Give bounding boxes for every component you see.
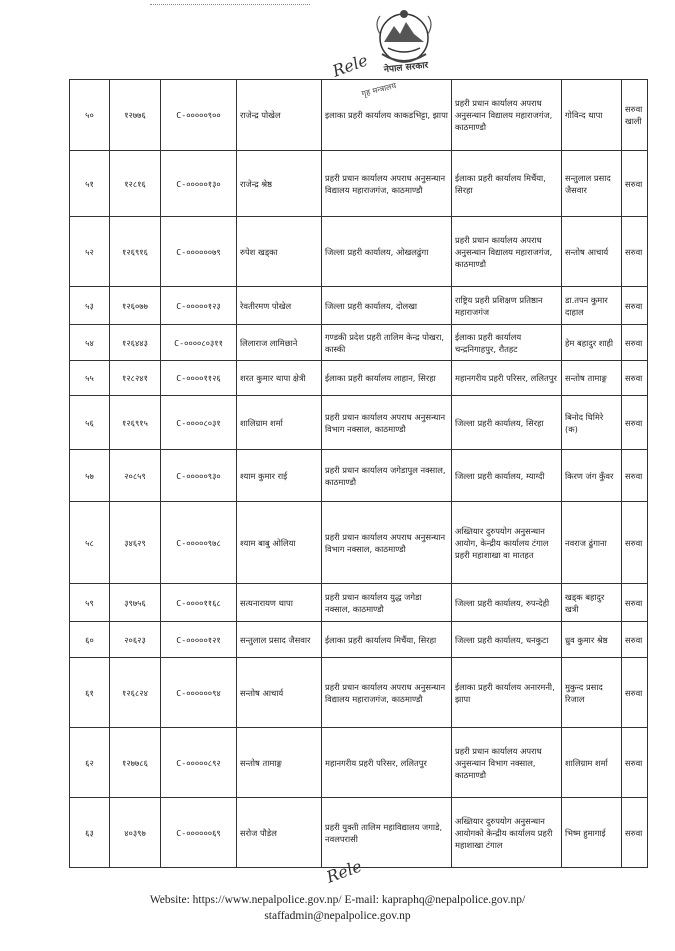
symbol-number-cell: C-०००००८९२ — [161, 728, 237, 798]
table-row — [70, 658, 648, 728]
employee-name-cell: सन्तोष आचार्य — [237, 658, 322, 728]
new-office-cell: प्रहरी प्रधान कार्यालय अपराध अनुसन्धान विद्यालय महाराजगंज, काठमाण्डौ — [452, 80, 562, 151]
serial-number-cell: ५९ — [70, 584, 110, 622]
symbol-number-cell: C-००००००६९ — [161, 798, 237, 868]
swap-with-cell: भिष्म हुमागाई — [562, 798, 622, 868]
swap-with-cell: नवराज ढुंगाना — [562, 502, 622, 584]
current-office-cell: महानगरीय प्रहरी परिसर, ललितपुर — [322, 728, 452, 798]
transfer-table — [69, 79, 648, 868]
current-office-cell: प्रहरी प्रधान कार्यालय अपराध अनुसन्धान विभाग नक्साल, काठमाण्डौ — [322, 396, 452, 450]
new-office-cell: ईलाका प्रहरी कार्यालय अनारमनी, झापा — [452, 658, 562, 728]
employee-name-cell: शालिग्राम शर्मा — [237, 396, 322, 450]
swap-with-cell: शालिग्राम शर्मा — [562, 728, 622, 798]
remarks-cell: सरुवा — [622, 151, 648, 217]
employee-id-cell: ३९७५६ — [110, 584, 161, 622]
remarks-cell: सरुवा — [622, 325, 648, 361]
current-office-cell: प्रहरी प्रधान कार्यालय अपराध अनुसन्धान विभाग नक्साल, काठमाण्डौ — [322, 502, 452, 584]
current-office-cell: ईलाका प्रहरी कार्यालय लाहान, सिरहा — [322, 361, 452, 396]
table-row — [70, 217, 648, 287]
serial-number-cell: ५७ — [70, 450, 110, 502]
employee-name-cell: सन्तुलाल प्रसाद जैसवार — [237, 622, 322, 658]
symbol-number-cell: C-०००००१३० — [161, 151, 237, 217]
swap-with-cell: खड्क बहादुर खत्री — [562, 584, 622, 622]
remarks-cell: सरुवा — [622, 728, 648, 798]
new-office-cell: प्रहरी प्रधान कार्यालय अपराध अनुसन्धान विभाग नक्साल, काठमाण्डौ — [452, 728, 562, 798]
serial-number-cell: ५३ — [70, 287, 110, 325]
symbol-number-cell: C-०००००९३० — [161, 450, 237, 502]
new-office-cell: जिल्ला प्रहरी कार्यालय, सिरहा — [452, 396, 562, 450]
current-office-cell: प्रहरी प्रधान कार्यालय जगेडापुल नक्साल, काठमाण्डौ — [322, 450, 452, 502]
serial-number-cell: ६१ — [70, 658, 110, 728]
swap-with-cell: बिनोद घिमिरे (क) — [562, 396, 622, 450]
new-office-cell: राष्ट्रिय प्रहरी प्रशिक्षण प्रतिष्ठान महाराजगंज — [452, 287, 562, 325]
symbol-number-cell: C-००००८०३११ — [161, 325, 237, 361]
serial-number-cell: ५६ — [70, 396, 110, 450]
footer-contact-line-2: staffadmin@nepalpolice.gov.np — [264, 910, 411, 922]
remarks-cell: सरुवा — [622, 287, 648, 325]
serial-number-cell: ५२ — [70, 217, 110, 287]
current-office-cell: प्रहरी प्रधान कार्यालय युद्ध जगेडा नक्साल, काठमाण्डौ — [322, 584, 452, 622]
table-row — [70, 396, 648, 450]
serial-number-cell: ६२ — [70, 728, 110, 798]
employee-id-cell: १२७७६ — [110, 80, 161, 151]
employee-name-cell: सरोज पौडेल — [237, 798, 322, 868]
serial-number-cell: ५८ — [70, 502, 110, 584]
symbol-number-cell: C-०००००९७८ — [161, 502, 237, 584]
swap-with-cell: किरण जंग कुँवर — [562, 450, 622, 502]
swap-with-cell: ध्रुव कुमार श्रेष्ठ — [562, 622, 622, 658]
current-office-cell: गण्डकी प्रदेश प्रहरी तालिम केन्द्र पोखरा, कास्की — [322, 325, 452, 361]
new-office-cell: जिल्ला प्रहरी कार्यालय, म्याग्दी — [452, 450, 562, 502]
employee-id-cell: १२६९१५ — [110, 396, 161, 450]
emblem-caption: नेपाल सरकार — [383, 60, 429, 76]
employee-id-cell: २०६२३ — [110, 622, 161, 658]
current-office-cell: प्रहरी प्रधान कार्यालय अपराध अनुसन्धान विद्यालय महाराजगंज, काठमाण्डौ — [322, 151, 452, 217]
remarks-cell: सरुवा — [622, 798, 648, 868]
remarks-cell: सरुवा — [622, 361, 648, 396]
employee-name-cell: रुपेश खड्का — [237, 217, 322, 287]
remarks-cell: सरुवा — [622, 450, 648, 502]
new-office-cell: जिल्ला प्रहरी कार्यालय, धनकुटा — [452, 622, 562, 658]
new-office-cell: ईलाका प्रहरी कार्यालय मिर्चैया, सिरहा — [452, 151, 562, 217]
footer-contact-line-1: Website: https://www.nepalpolice.gov.np/ E-mail: kapraphq@nepalpolice.gov.np/ — [149, 894, 526, 906]
swap-with-cell: हेम बहादुर शाही — [562, 325, 622, 361]
remarks-cell: सरुवा — [622, 584, 648, 622]
employee-name-cell: श्याम कुमार राई — [237, 450, 322, 502]
employee-id-cell: १२६८२४ — [110, 658, 161, 728]
remarks-cell: सरुवा — [622, 217, 648, 287]
employee-id-cell: १२६९१६ — [110, 217, 161, 287]
table-row — [70, 622, 648, 658]
table-row — [70, 80, 648, 151]
remarks-cell: सरुवा — [622, 658, 648, 728]
employee-name-cell: राजेन्द्र पोखेल — [237, 80, 322, 151]
symbol-number-cell: C-००००००७९ — [161, 217, 237, 287]
swap-with-cell: मुकुन्द प्रसाद रिजाल — [562, 658, 622, 728]
employee-id-cell: १२६४४३ — [110, 325, 161, 361]
table-row — [70, 287, 648, 325]
new-office-cell: प्रहरी प्रधान कार्यालय अपराध अनुसन्धान विद्यालय महाराजगंज, काठमाण्डौ — [452, 217, 562, 287]
signature-initial-bottom: Rele — [323, 856, 365, 887]
employee-id-cell: २०८५९ — [110, 450, 161, 502]
employee-name-cell: लिलाराज लामिछाने — [237, 325, 322, 361]
current-office-cell: जिल्ला प्रहरी कार्यालय, दोलखा — [322, 287, 452, 325]
new-office-cell: महानगरीय प्रहरी परिसर, ललितपुर — [452, 361, 562, 396]
signature-initial-top: Rele — [329, 50, 371, 81]
current-office-cell: ईलाका प्रहरी कार्यालय मिर्चैया, सिरहा — [322, 622, 452, 658]
employee-name-cell: श्याम बाबु ओलिया — [237, 502, 322, 584]
serial-number-cell: ६० — [70, 622, 110, 658]
new-office-cell: ईलाका प्रहरी कार्यालय चन्द्रनिगाहपुर, रौतहट — [452, 325, 562, 361]
employee-name-cell: सन्तोष तामाङ्ग — [237, 728, 322, 798]
symbol-number-cell: C-०००००१२१ — [161, 622, 237, 658]
swap-with-cell: गोविन्द थापा — [562, 80, 622, 151]
employee-id-cell: १२८२४१ — [110, 361, 161, 396]
employee-name-cell: राजेन्द्र श्रेष्ठ — [237, 151, 322, 217]
symbol-number-cell: C-०००००१२३ — [161, 287, 237, 325]
table-row — [70, 450, 648, 502]
swap-with-cell: सन्तोष तामाङ्ग — [562, 361, 622, 396]
serial-number-cell: ५४ — [70, 325, 110, 361]
employee-name-cell: रेवतीरमण पोखेल — [237, 287, 322, 325]
symbol-number-cell: C-००००११२६ — [161, 361, 237, 396]
employee-id-cell: ३४६२९ — [110, 502, 161, 584]
serial-number-cell: ५० — [70, 80, 110, 151]
swap-with-cell: सन्तुलाल प्रसाद जैसवार — [562, 151, 622, 217]
employee-id-cell: १२७७८६ — [110, 728, 161, 798]
ministry-stamp: गृह मन्त्रालय — [360, 81, 398, 99]
employee-id-cell: १२८१६ — [110, 151, 161, 217]
employee-id-cell: १२६०७७ — [110, 287, 161, 325]
table-row — [70, 584, 648, 622]
table-row — [70, 798, 648, 868]
remarks-cell: सरुवा — [622, 396, 648, 450]
new-office-cell: अख्तियार दुरुपयोग अनुसन्धान आयोगको केन्द्रीय कार्यालय प्रहरी महाशाखा टंगाल — [452, 798, 562, 868]
table-row — [70, 361, 648, 396]
table-row — [70, 151, 648, 217]
serial-number-cell: ५१ — [70, 151, 110, 217]
employee-name-cell: सत्यनारायण थापा — [237, 584, 322, 622]
current-office-cell: जिल्ला प्रहरी कार्यालय, ओखलढुंगा — [322, 217, 452, 287]
remarks-cell: सरुवा — [622, 622, 648, 658]
employee-name-cell: शरत कुमार थापा क्षेत्री — [237, 361, 322, 396]
table-row — [70, 728, 648, 798]
symbol-number-cell: C-०००००९०० — [161, 80, 237, 151]
top-cut-line — [150, 0, 310, 5]
current-office-cell: प्रहरी प्रधान कार्यालय अपराध अनुसन्धान विद्यालय महाराजगंज, काठमाण्डौ — [322, 658, 452, 728]
new-office-cell: जिल्ला प्रहरी कार्यालय, रुपन्देही — [452, 584, 562, 622]
new-office-cell: अख्तियार दुरुपयोग अनुसन्धान आयोग, केन्द्रीय कार्यालय टंगाल प्रहरी महाशाखा वा मातहत — [452, 502, 562, 584]
current-office-cell: प्रहरी युक्ती तालिम महाविद्यालय जगाडे, नवलपरासी — [322, 798, 452, 868]
symbol-number-cell: C-००००८०३१ — [161, 396, 237, 450]
employee-id-cell: ४०३९७ — [110, 798, 161, 868]
symbol-number-cell: C-००००००९४ — [161, 658, 237, 728]
remarks-cell: सरुवा खाली — [622, 80, 648, 151]
symbol-number-cell: C-००००११६८ — [161, 584, 237, 622]
table-row — [70, 502, 648, 584]
swap-with-cell: सन्तोष आचार्य — [562, 217, 622, 287]
serial-number-cell: ५५ — [70, 361, 110, 396]
serial-number-cell: ६३ — [70, 798, 110, 868]
remarks-cell: सरुवा — [622, 502, 648, 584]
current-office-cell: इलाका प्रहरी कार्यालय काकडभिट्टा, झापा — [322, 80, 452, 151]
swap-with-cell: डा.तपन कुमार दाहाल — [562, 287, 622, 325]
table-row — [70, 325, 648, 361]
